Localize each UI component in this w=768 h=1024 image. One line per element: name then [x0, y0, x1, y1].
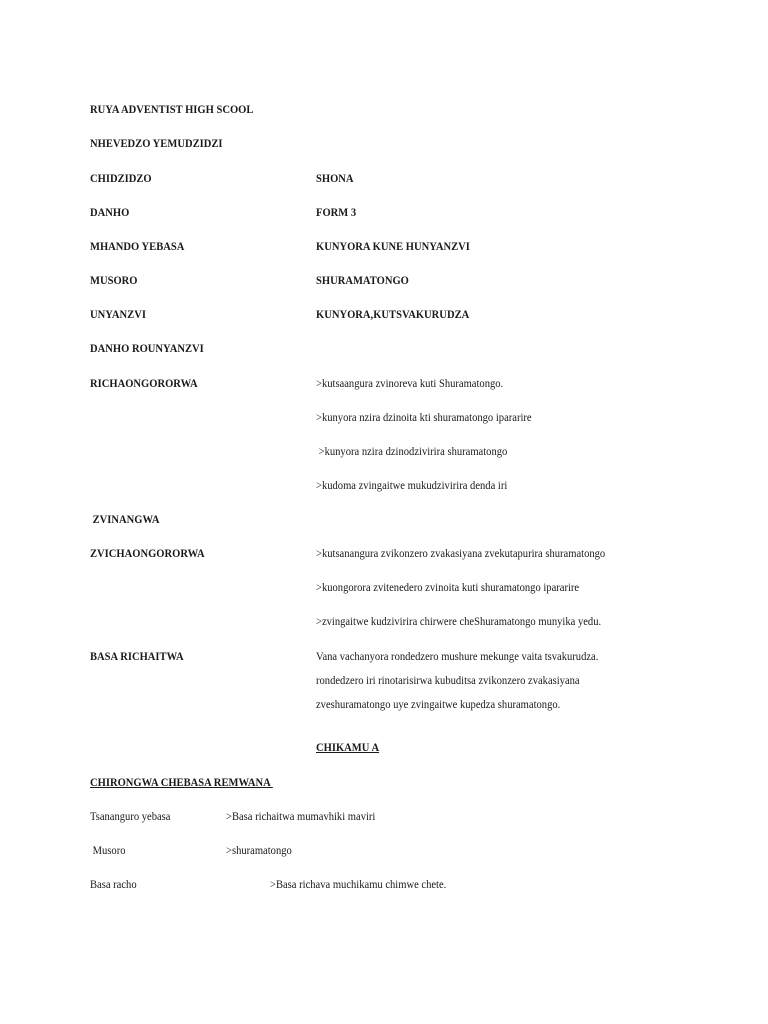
richaongororwa-item: >kunyora nzira dzinodzivirira shuramatongo [316, 444, 508, 458]
basa-richaitwa-line: Vana vachanyora rondedzero mushure mekunge vaita tsvakurudza. [316, 649, 599, 663]
info-value-topic: SHURAMATONGO [316, 273, 409, 287]
school-name: RUYA ADVENTIST HIGH SCOOL [90, 102, 254, 116]
plan-value: >Basa richava muchikamu chimwe chete. [270, 877, 447, 891]
richaongororwa-item: >kutsaangura zvinoreva kuti Shuramatongo. [316, 376, 504, 390]
info-value-skills: KUNYORA,KUTSVAKURUDZA [316, 307, 470, 321]
info-label-topic: MUSORO [90, 273, 138, 287]
basa-richaitwa-label: BASA RICHAITWA [90, 649, 184, 663]
info-label-subject: CHIDZIDZO [90, 171, 152, 185]
plan-label: Basa racho [90, 877, 137, 891]
zvinangwa-label: ZVINANGWA [90, 512, 160, 526]
plan-value: >shuramatongo [226, 843, 292, 857]
info-label-level: DANHO [90, 205, 130, 219]
richaongororwa-label: RICHAONGORORWA [90, 376, 198, 390]
section-heading: CHIKAMU A [316, 740, 380, 754]
info-label-work-type: MHANDO YEBASA [90, 239, 185, 253]
richaongororwa-item: >kunyora nzira dzinoita kti shuramatongo ipararire [316, 410, 532, 424]
richaongororwa-item: >kudoma zvingaitwe mukudzivirira denda iri [316, 478, 508, 492]
zvichaongororwa-label: ZVICHAONGORORWA [90, 546, 205, 560]
document-title: NHEVEDZO YEMUDZIDZI [90, 136, 223, 150]
basa-richaitwa-line: rondedzero iri rinotarisirwa kubuditsa zvikonzero zvakasiyana [316, 673, 580, 687]
info-value-level: FORM 3 [316, 205, 357, 219]
zvichaongororwa-item: >kutsanangura zvikonzero zvakasiyana zvekutapurira shuramatongo [316, 546, 606, 560]
info-label-skills: UNYANZVI [90, 307, 146, 321]
basa-richaitwa-line: zveshuramatongo uye zvingaitwe kupedza shuramatongo. [316, 697, 561, 711]
zvichaongororwa-item: >zvingaitwe kudzivirira chirwere cheShuramatongo munyika yedu. [316, 614, 602, 628]
plan-label: Musoro [90, 843, 126, 857]
info-value-work-type: KUNYORA KUNE HUNYANZVI [316, 239, 470, 253]
info-value-subject: SHONA [316, 171, 354, 185]
info-label-skill-level: DANHO ROUNYANZVI [90, 341, 204, 355]
zvichaongororwa-item: >kuongorora zvitenedero zvinoita kuti shuramatongo ipararire [316, 580, 580, 594]
plan-value: >Basa richaitwa mumavhiki maviri [226, 809, 376, 823]
section-subheading: CHIRONGWA CHEBASA REMWANA [90, 775, 273, 789]
plan-label: Tsananguro yebasa [90, 809, 171, 823]
